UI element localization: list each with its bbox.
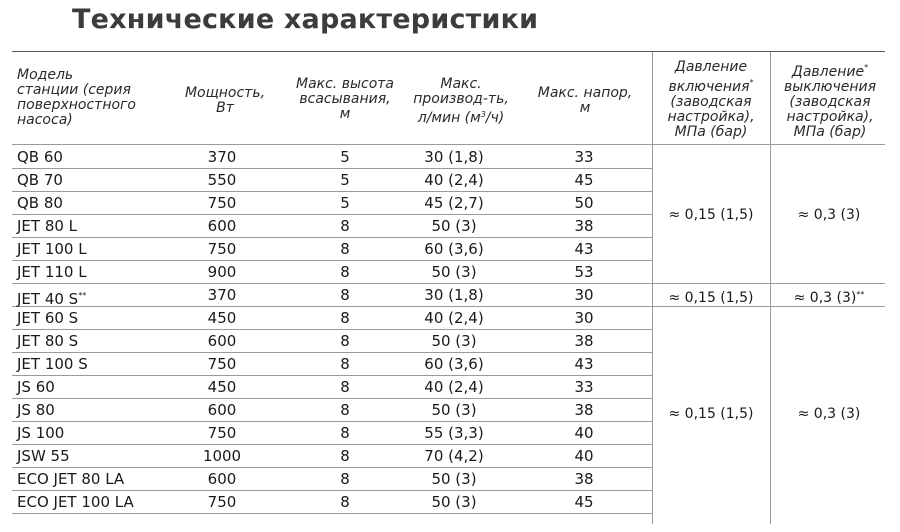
header-on-pressure: Давление включения* (заводская настройка), МПа (бар) (667, 59, 755, 140)
off-pressure-group-2: ≈ 0,3 (3)** (793, 290, 865, 306)
cell-suction: 5 (340, 171, 350, 189)
cell-suction: 8 (340, 470, 350, 488)
cell-power: 750 (207, 355, 237, 373)
cell-head: 33 (574, 378, 594, 396)
cell-suction: 8 (340, 240, 350, 258)
cell-suction: 8 (340, 378, 350, 396)
cell-flow: 60 (3,6) (424, 240, 484, 258)
cell-head: 38 (574, 470, 594, 488)
table-row (12, 467, 652, 491)
cell-head: 43 (574, 240, 594, 258)
cell-suction: 8 (340, 401, 350, 419)
cell-suction: 8 (340, 263, 350, 281)
cell-power: 750 (207, 194, 237, 212)
table-row (12, 421, 652, 445)
cell-power: 900 (207, 263, 237, 281)
cell-head: 38 (574, 332, 594, 350)
table-row (12, 168, 652, 192)
header-head: Макс. напор, м (537, 85, 633, 116)
cell-suction: 5 (340, 148, 350, 166)
cell-head: 53 (574, 263, 594, 281)
table-row (12, 237, 652, 261)
cell-power: 750 (207, 240, 237, 258)
header-suction: Макс. высота всасывания, м (295, 76, 394, 122)
cell-model: JET 80 L (17, 217, 78, 235)
cell-power: 450 (207, 309, 237, 327)
cell-model: JET 110 L (17, 263, 87, 281)
cell-head: 38 (574, 217, 594, 235)
cell-power: 370 (207, 286, 237, 304)
cell-flow: 50 (3) (431, 332, 477, 350)
cell-power: 450 (207, 378, 237, 396)
cell-model: JS 100 (17, 424, 65, 442)
cell-head: 30 (574, 309, 594, 327)
pressure-column-divider-right (770, 52, 771, 524)
cell-suction: 8 (340, 424, 350, 442)
header-power: Мощность, Вт (184, 85, 266, 116)
cell-suction: 8 (340, 309, 350, 327)
on-pressure-group-1: ≈ 0,15 (1,5) (668, 207, 754, 223)
cell-flow: 30 (1,8) (424, 286, 484, 304)
cell-suction: 5 (340, 194, 350, 212)
cell-head: 38 (574, 401, 594, 419)
cell-suction: 8 (340, 286, 350, 304)
cell-power: 750 (207, 493, 237, 511)
cell-flow: 30 (1,8) (424, 148, 484, 166)
cell-power: 550 (207, 171, 237, 189)
cell-suction: 8 (340, 217, 350, 235)
table-row (12, 260, 652, 284)
cell-power: 600 (207, 401, 237, 419)
table-row (12, 145, 652, 169)
cell-flow: 50 (3) (431, 493, 477, 511)
cell-model: QB 80 (17, 194, 63, 212)
cell-head: 43 (574, 355, 594, 373)
table-row (12, 444, 652, 468)
cell-flow: 50 (3) (431, 217, 477, 235)
on-pressure-group-2: ≈ 0,15 (1,5) (668, 290, 754, 306)
cell-power: 600 (207, 470, 237, 488)
cell-flow: 40 (2,4) (424, 378, 484, 396)
cell-flow: 40 (2,4) (424, 309, 484, 327)
cell-model: JET 100 S (17, 355, 88, 373)
cell-model: JET 40 S** (17, 290, 87, 308)
cell-flow: 50 (3) (431, 401, 477, 419)
cell-head: 40 (574, 424, 594, 442)
cell-power: 750 (207, 424, 237, 442)
table-row (12, 329, 652, 353)
cell-model: JET 100 L (17, 240, 87, 258)
cell-head: 50 (574, 194, 594, 212)
cell-power: 600 (207, 332, 237, 350)
cell-model: ECO JET 100 LA (17, 493, 134, 511)
header-off-pressure: Давление* выключения (заводская настройка), МПа (бар) (783, 63, 877, 140)
cell-model: QB 60 (17, 148, 63, 166)
cell-suction: 8 (340, 447, 350, 465)
cell-head: 30 (574, 286, 594, 304)
page-title: Технические характеристики (72, 4, 539, 35)
footnote-mark: ** (78, 291, 87, 300)
table-row (12, 191, 652, 215)
header-flow: Макс. производ-ть, л/мин $(м^3/ч)$ (413, 76, 509, 126)
cell-head: 33 (574, 148, 594, 166)
cell-head: 45 (574, 493, 594, 511)
cell-suction: 8 (340, 355, 350, 373)
cell-flow: 55 (3,3) (424, 424, 484, 442)
header-model: Модель станции (серия поверхностного насоса) (17, 67, 136, 128)
table-row (12, 283, 652, 307)
cell-model: QB 70 (17, 171, 63, 189)
header-top-rule (12, 51, 885, 52)
cell-model: JS 60 (17, 378, 55, 396)
table-row (12, 214, 652, 238)
cell-model: JS 80 (17, 401, 55, 419)
cell-flow: 70 (4,2) (424, 447, 484, 465)
cell-flow: 50 (3) (431, 470, 477, 488)
cell-flow: 60 (3,6) (424, 355, 484, 373)
off-pressure-group-3: ≈ 0,3 (3) (797, 406, 861, 422)
on-pressure-group-3: ≈ 0,15 (1,5) (668, 406, 754, 422)
table-row (12, 375, 652, 399)
table-row (12, 490, 652, 514)
table-row (12, 398, 652, 422)
table-row (12, 352, 652, 376)
cell-model: ECO JET 80 LA (17, 470, 125, 488)
cell-power: 1000 (202, 447, 242, 465)
table-row (12, 306, 652, 330)
off-pressure-group-1: ≈ 0,3 (3) (797, 207, 861, 223)
cell-power: 600 (207, 217, 237, 235)
cell-flow: 45 (2,7) (424, 194, 484, 212)
cell-head: 40 (574, 447, 594, 465)
cell-suction: 8 (340, 493, 350, 511)
cell-model: JET 60 S (17, 309, 79, 327)
cell-model: JSW 55 (17, 447, 70, 465)
cell-flow: 50 (3) (431, 263, 477, 281)
pressure-column-divider-left (652, 52, 653, 524)
cell-flow: 40 (2,4) (424, 171, 484, 189)
cell-model: JET 80 S (17, 332, 79, 350)
cell-suction: 8 (340, 332, 350, 350)
cell-head: 45 (574, 171, 594, 189)
cell-power: 370 (207, 148, 237, 166)
